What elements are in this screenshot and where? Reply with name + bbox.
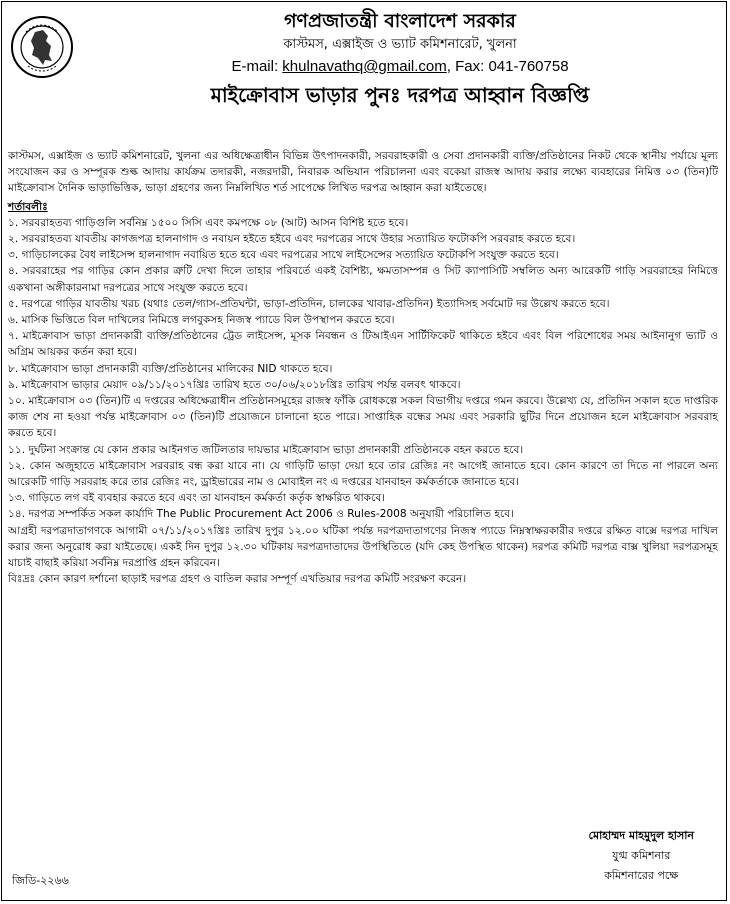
contact-line [80,56,720,78]
intro-paragraph: কাস্টমস, এক্সাইজ ও ভ্যাট কমিশনারেট, খুলনা এর অধিক্ষেত্রাধীন বিভিন্ন উৎপাদনকারী, সরবরাহকারী ও সেবা প্রদানকারী ব্যক্তি/প্রতিষ্ঠানের নিকট থেকে স্থানীয় পর্যায়ে মূল্য সংযোজন কর ও সম্পূরক শুল্ক আদায় কার্যক্রম তদারকী, নজরদারী, নিবারক অভিযান পরিচালনা এবং বকেয়া রাজস্ব আদায় করার লক্ষ্যে ব্যবহারের নিমিত্ত ০৩ (তিন)টি মাইক্রোবাস দৈনিক ভাড়াভিত্তিক, ভাড়া গ্রহণের জন্য নিম্নলিখিত শর্ত সাপেক্ষে লিখিত দরপত্র আহ্বান করা যাইতেছে। [8,150,719,195]
notice-title: মাইক্রোবাস ভাড়ার পুনঃ দরপত্র আহ্বান বিজ্ঞপ্তি [210,83,590,107]
disclaimer: বিঃদ্রঃ কোন কারণ দর্শানো ছাড়াই দরপত্র গ্রহণ ও বাতিল করার সম্পূর্ণ এখতিয়ার দরপত্র কমিটি সংরক্ষণ করেন। [8,573,467,586]
header [80,0,720,110]
fax-text: , Fax: 041-760758 [446,58,569,75]
condition-item: ৬. মাসিক ভিত্তিতে বিল দাখিলের নিমিত্তে লগবুকসহ নিজস্ব প্যাডে বিল উপস্থাপন করতে হবে। [8,314,395,327]
reference-number: জিডি-২২৬৬ [12,874,69,887]
email-link[interactable]: khulnavathq@gmail.com [282,58,447,75]
office-name: কাস্টমস, এক্সাইজ ও ভ্যাট কমিশনারেট, খুলনা [283,37,517,52]
signatory-designation: যুগ্ম কমিশনার [612,849,671,862]
condition-item: ১৪. দরপত্র সম্পর্কিত সকল কার্যাদি The Public Procurement Act 2006 ও Rules-2008 অনুযায়ী পরিচালিত হবে। [8,508,514,521]
condition-item: ২. সরবরাহতব্য যাবতীয় কাগজপত্র হালনাগাদ ও নবায়ন হইতে হইবে এবং দরপত্রের সাথে উহার সত্যায়িত ফটোকপি সরবরাহ করতে হবে। [8,233,576,246]
condition-item: ৪. সরবরাহের পর গাড়ির কোন প্রকার ত্রুটি দেখা দিলে তাহার পরিবর্তে একই বৈশিষ্ট্য, ক্ষমতাসম্পন্ন ও সিট ক্যাপাসিটি সম্বলিত অন্য আরেকটি গাড়ি সরবরাহের নিমিত্তে একখানা অঙ্গীকারনামা দরপত্রের সাথে সংযুক্ত করতে হবে। [8,265,718,294]
closing-paragraph: আগ্রহী দরপত্রদাতাগণকে আগামী ০৭/১১/২০১৭খ্রিঃ তারিখ দুপুর ১২.০০ ঘটিকা পর্যন্ত দরপত্রদাতাগণের নিজস্ব প্যাডে নিম্নস্বাক্ষরকারীর দপ্তরে রক্ষিত বাক্সে দরপত্র দাখিল করার জন্য অনুরোধ করা যাইতেছে। একই দিন দুপুর ১২.৩০ ঘটিকায় দরপত্রদাতাদের উপস্থিতিতে (যদি কেহ উপস্থিত থাকেন) দরপত্র কমিটি দরপত্র বাক্স খুলিয়া দরপত্রসমূহ যাচাই বাছাই করিয়া সর্বনিম্ন দরপ্রাপ্তি গ্রহন করিবেন। [8,524,718,570]
condition-item: ৯. মাইক্রোবাস ভাড়ার মেয়াদ ০৯/১১/২০১৭খ্রিঃ তারিখ হতে ৩০/০৬/২০১৮খ্রিঃ তারিখ পর্যন্ত বলবৎ থাকবে। [8,378,461,391]
conditions-heading: শর্তাবলীঃ [8,200,48,213]
condition-item: ৫. দরপত্রে গাড়ির যাবতীয় খরচ (যথাঃ তেল/গ্যাস-প্রতিঘন্টা, ভাড়া-প্রতিদিন, চালকের খাবার-প্রতিদিন) ইত্যাদিসহ সর্বমোট দর উল্লেখ করতে হবে। [8,297,610,310]
condition-item: ১১. দুর্ঘটনা সংক্রান্ত যে কোন প্রকার আইনগত জটিলতার দায়ভার মাইক্রোবাস ভাড়া প্রদানকারী প্রতিষ্ঠানকে বহন করতে হবে। [8,443,524,456]
condition-item: ১২. কোন অজুহাতে মাইক্রোবাস সরবরাহ বন্ধ করা যাবে না। যে গাড়িটি ভাড়া দেয়া হবে তার রেজিঃ নং আগেই জানাতে হবে। কোন কারণে তা দিতে না পারলে অন্য আরেকটি গাড়ি সরবরাহ করে তার রেজিঃ নং, ড্রাইভারের নাম ও মোবাইল নং এ দপ্তরের যানবাহন কর্মকর্তাকে জানাতে হবে। [8,459,718,489]
condition-item: ১৩. গাড়িতে লগ বই ব্যবহার করতে হবে এবং তা যানবাহন কর্মকর্তা কর্তৃক স্বাক্ষরিত থাকবে। [8,492,386,505]
condition-item: ৩. গাড়িচালকের বৈধ লাইসেন্স হালনাগাদ নবায়িত হতে হবে এবং দরপত্রের সাথে লাইসেন্সের সত্যায়িত ফটোকপি সংযুক্ত করতে হবে। [8,249,559,262]
government-seal-icon [10,8,74,86]
email-label: E-mail: [231,58,283,75]
signatory-name: মোহাম্মদ মাহমুদুল হাসান [588,829,694,842]
government-title: গণপ্রজাতন্ত্রী বাংলাদেশ সরকার [284,10,516,32]
notice-body [8,148,718,587]
condition-item: ১০. মাইক্রোবাস ০৩ (তিন)টি এ দপ্তরের অধিক্ষেত্রাধীন প্রতিষ্ঠানসমূহের রাজস্ব ফাঁকি রোধকল্পে সকল বিভাগীয় দপ্তরে গমন করবে। উল্লেখ্য যে, প্রতিদিন সকাল হতে দাপ্তরিক কাজ শেষ না হওয়া পর্যন্ত মাইক্রোবাস ০৩ (তিন)টি প্রয়োজনে চালানো হতে পারে। সাপ্তাহিক বন্ধের সময় এবং সরকারি ছুটির দিনে প্রয়োজন হলে মাইক্রোবাস সরবরাহ করতে হবে। [8,395,718,440]
condition-item: ১. সরবরাহতব্য গাড়িগুলি সর্বনিম্ন ১৫০০ সিসি এবং কমপক্ষে ০৮ (আট) আসন বিশিষ্ট হতে হবে। [8,216,409,229]
condition-item: ৮. মাইক্রোবাস ভাড়া প্রদানকারী ব্যক্তি/প্রতিষ্ঠানের মালিকের NID থাকতে হবে। [8,362,333,375]
on-behalf-text: কমিশনারের পক্ষে [604,869,679,882]
signature-block [589,826,695,886]
condition-item: ৭. মাইক্রোবাস ভাড়া প্রদানকারী ব্যক্তি/প্রতিষ্ঠানের ট্রেড লাইসেন্স, মূসক নিবন্ধন ও টিআইএন সার্টিফিকেট থাকিতে হইবে এবং বিল পরিশোধের সময় আইনানুগ ভ্যাট ও অগ্রিম আয়কর কর্তন করা হবে। [8,330,718,359]
